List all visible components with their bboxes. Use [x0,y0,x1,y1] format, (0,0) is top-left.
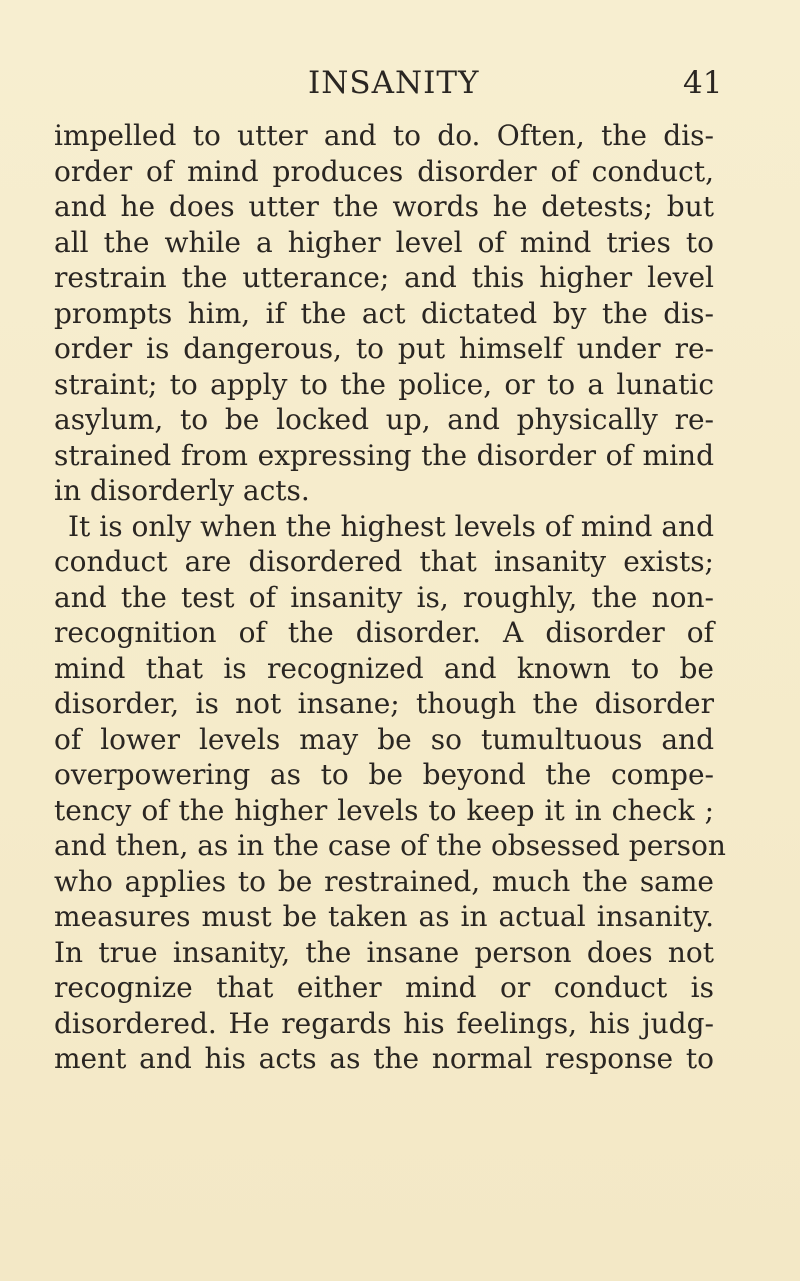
text-line: and then, as in the case of the obsessed person [54,829,726,862]
text-line: ment and his acts as the normal response to [54,1042,714,1075]
text-line: of lower levels may be so tumultuous and [54,722,714,756]
text-line: disorder, is not insane; though the disorder [54,687,714,720]
text-line: order is dangerous, to put himself under re- [54,332,714,365]
text-line: impelled to utter and to do. Often, the dis- [54,119,714,152]
text-line: restrain the utterance; and this higher level [54,261,714,294]
text-line: prompts him, if the act dictated by the dis- [54,296,714,330]
text-line: disordered. He regards his feelings, his judg- [54,1006,714,1040]
text-line: asylum, to be locked up, and physically re- [54,403,714,436]
text-line: It is only when the highest levels of mind and [68,509,714,543]
text-line: conduct are disordered that insanity exists; [54,545,714,578]
text-line: mind that is recognized and known to be [54,651,714,685]
body-text [54,118,726,1077]
text-line: recognition of the disorder. A disorder of [54,616,714,649]
text-line: overpowering as to be beyond the compe- [54,758,714,791]
chapter-title: INSANITY [308,65,480,101]
text-line: order of mind produces disorder of conduct, [54,154,714,188]
text-line: who applies to be restrained, much the same [54,864,714,898]
text-line: measures must be taken as in actual insanity. [54,900,714,933]
text-line: all the while a higher level of mind tries to [54,225,714,259]
page-number: 41 [683,65,723,101]
text-line: and the test of insanity is, roughly, the non- [54,580,714,614]
text-line: in disorderly acts. [54,474,310,507]
text-line: In true insanity, the insane person does not [54,935,714,969]
text-line: and he does utter the words he detests; but [54,190,714,223]
running-head [0,58,800,108]
text-line: tency of the higher levels to keep it in check ; [54,793,714,827]
text-line: strained from expressing the disorder of mind [54,438,714,472]
text-line: recognize that either mind or conduct is [54,971,714,1004]
text-line: straint; to apply to the police, or to a lunatic [54,367,714,401]
